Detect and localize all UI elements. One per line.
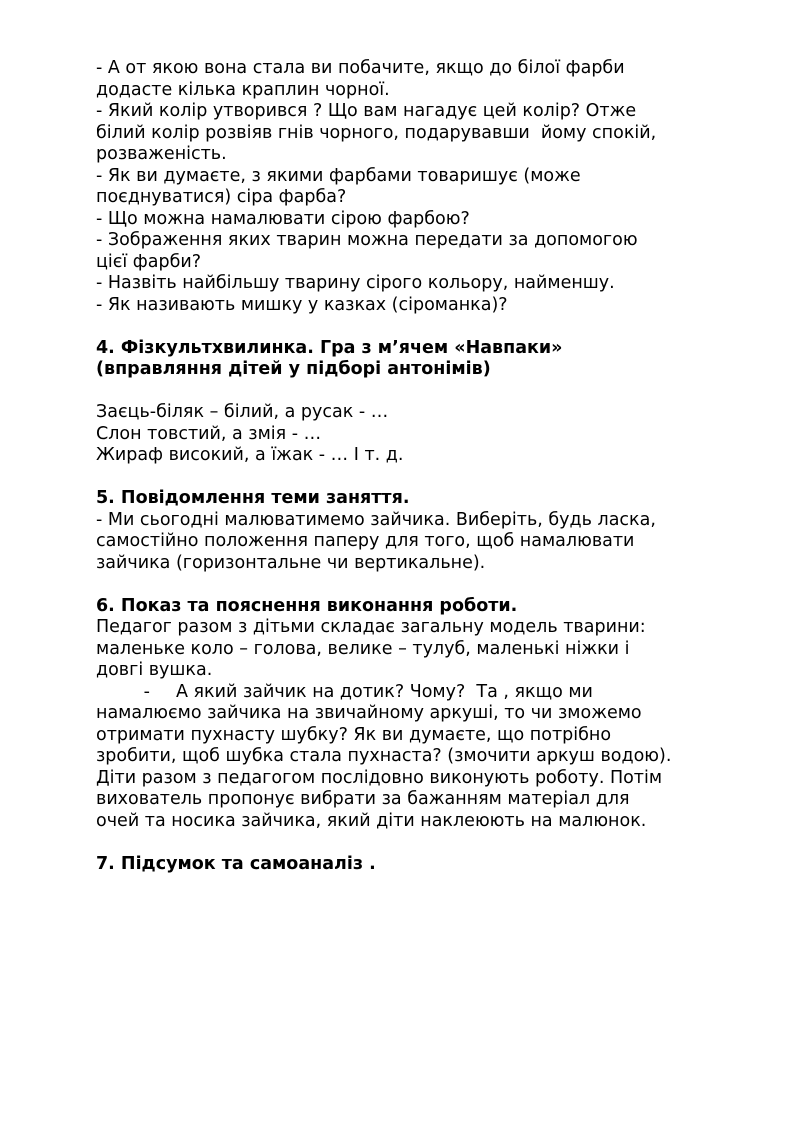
section-5 [96,488,736,574]
section-4-heading-cont: (вправляння дітей у підборі антонімів) [96,359,491,379]
section-4-heading: 4. Фізкультхвилинка. Гра з м’ячем «Навпаки» [96,337,563,358]
spacer [96,574,736,596]
paragraph-line: отримати пухнасту шубку? Як ви думаєте, що потрібно [96,724,612,745]
questions-list [96,58,736,316]
question-line: - Зображення яких тварин можна передати за допомогою [96,230,638,250]
question-line: розваженість. [96,144,227,164]
question-line: - А от якою вона стала ви побачите, якщо до білої фарби [96,58,625,78]
question-line: поєднуватися) сіра фарба? [96,187,347,207]
section-7 [96,854,736,876]
section-5-heading: 5. Повідомлення теми заняття. [96,488,410,508]
paragraph-line: зайчика (горизонтальне чи вертикальне). [96,552,486,573]
paragraph-line: намалюємо зайчика на звичайному аркуші, то чи зможемо [96,703,642,723]
question-line: додасте кілька краплин чорної. [96,79,390,100]
question-line: білий колір розвіяв гнів чорного, подарувавши йому спокій, [96,122,657,143]
question-line: - Як називають мишку у казках (сіроманка)? [96,294,508,315]
section-6 [96,596,736,833]
question-line: - Як ви думаєте, з якими фарбами товаришує (може [96,165,581,186]
antonym-line: Заєць-біляк – білий, а русак - … [96,402,389,422]
paragraph-line: самостійно положення паперу для того, щоб намалювати [96,531,635,551]
paragraph-line: зробити, щоб шубка стала пухнаста? (змочити аркуш водою). [96,746,672,766]
paragraph-line: довгі вушка. [96,660,213,680]
question-line: - Назвіть найбільшу тварину сірого кольору, найменшу. [96,273,615,293]
antonym-line: Слон товстий, а змія - … [96,423,322,444]
spacer [96,381,736,403]
document-page [96,58,736,875]
section-4 [96,338,736,467]
spacer [96,832,736,854]
paragraph-line: - Ми сьогодні малюватимемо зайчика. Виберіть, будь ласка, [96,509,656,530]
section-6-heading: 6. Показ та пояснення виконання роботи. [96,595,518,616]
spacer [96,467,736,489]
paragraph-line: маленьке коло – голова, велике – тулуб, маленькі ніжки і [96,638,630,659]
paragraph-line: вихователь пропонує вибрати за бажанням матеріал для [96,789,630,809]
question-line: - Який колір утворився ? Що вам нагадує цей колір? Отже [96,101,637,121]
dash-marker: - [143,681,150,702]
question-line: - Що можна намалювати сірою фарбою? [96,208,470,229]
dash-list-item [96,682,736,704]
spacer [96,316,736,338]
section-7-heading: 7. Підсумок та самоаналіз . [96,853,376,874]
antonym-line: Жираф високий, а їжак - … І т. д. [96,445,404,465]
paragraph-line: Діти разом з педагогом послідовно виконують роботу. Потім [96,767,663,788]
paragraph-line: очей та носика зайчика, який діти наклеюють на малюнок. [96,810,647,831]
question-line: цієї фарби? [96,251,202,272]
dash-item-text: А який зайчик на дотик? Чому? Та , якщо ми [176,681,593,702]
paragraph-line: Педагог разом з дітьми складає загальну модель тварини: [96,617,646,637]
